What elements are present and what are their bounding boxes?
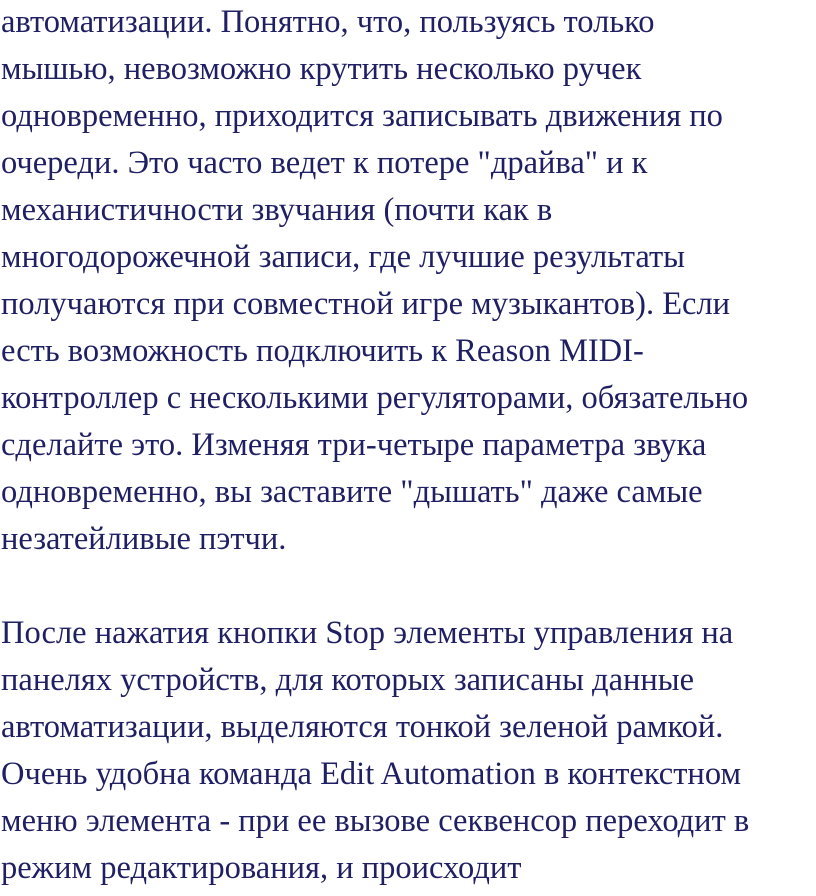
text-line: контроллер с несколькими регуляторами, обязательно bbox=[1, 380, 749, 416]
text-line: автоматизации, выделяются тонкой зеленой рамкой. bbox=[1, 709, 724, 745]
text-line: автоматизации. Понятно, что, пользуясь только bbox=[1, 4, 655, 40]
text-line: одновременно, вы заставите "дышать" даже самые bbox=[1, 474, 703, 510]
text-line: Очень удобна команда Edit Automation в контекстном bbox=[1, 756, 742, 792]
text-line: режим редактирования, и происходит bbox=[1, 850, 522, 886]
text-line: сделайте это. Изменяя три-четыре параметра звука bbox=[1, 427, 707, 463]
text-line: получаются при совместной игре музыкантов). Если bbox=[1, 286, 731, 322]
text-line: мышью, невозможно крутить несколько ручек bbox=[1, 51, 642, 87]
text-line: есть возможность подключить к Reason MIDI- bbox=[1, 333, 644, 369]
text-line: незатейливые пэтчи. bbox=[1, 521, 287, 557]
text-line: механистичности звучания (почти как в bbox=[1, 192, 553, 228]
text-line: очереди. Это часто ведет к потере "драйва" и к bbox=[1, 145, 648, 181]
text-line: многодорожечной записи, где лучшие результаты bbox=[1, 239, 686, 275]
text-line: меню элемента - при ее вызове секвенсор переходит в bbox=[1, 803, 750, 839]
text-line: панелях устройств, для которых записаны данные bbox=[1, 662, 695, 698]
text-line: одновременно, приходится записывать движения по bbox=[1, 98, 723, 134]
text-line: После нажатия кнопки Stop элементы управления на bbox=[1, 615, 734, 651]
